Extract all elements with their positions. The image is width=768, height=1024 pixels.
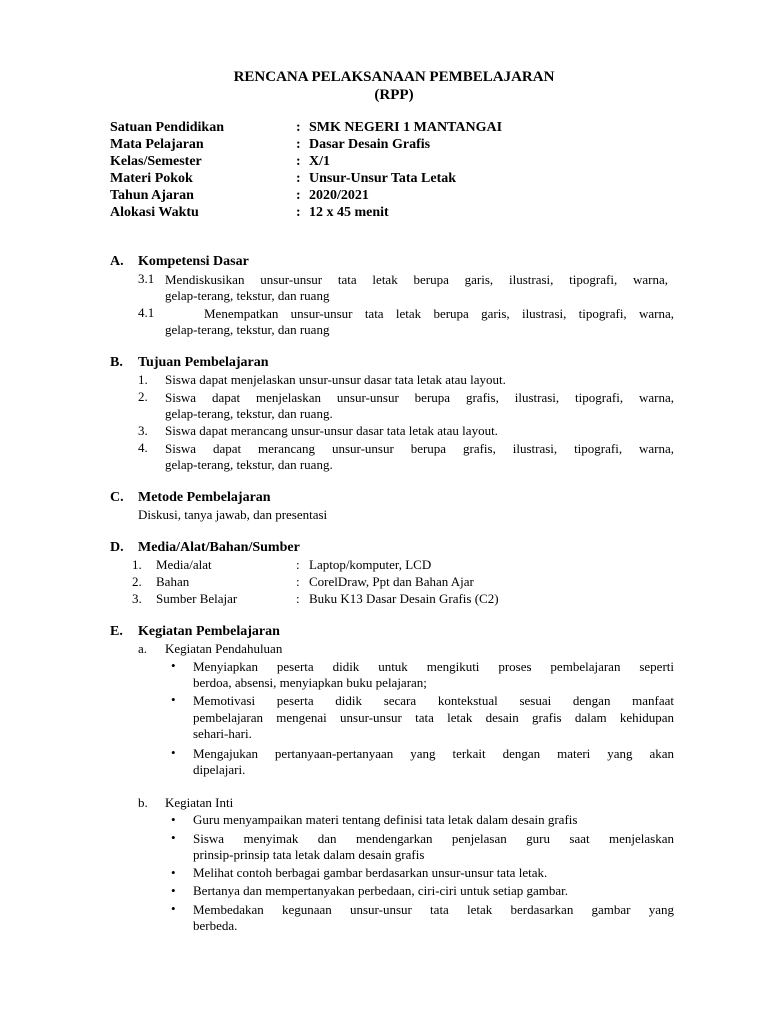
bullet-text: Guru menyampaikan materi tentang definisi tata letak dalam desain grafis (193, 812, 578, 827)
bullet-text-continued: prinsip-prinsip tata letak dalam desain grafis (193, 847, 425, 862)
bullet-text-continued: berdoa, absensi, menyiapkan buku pelajaran; (193, 675, 427, 690)
item-number: 3. (132, 591, 142, 606)
item-number: 2. (138, 389, 148, 404)
identity-value: X/1 (309, 154, 330, 169)
media-value: Buku K13 Dasar Desain Grafis (C2) (309, 591, 499, 606)
identity-value: Dasar Desain Grafis (309, 137, 431, 152)
item-text: Siswa dapat menjelaskan unsur-unsur dasar tata letak atau layout. (165, 372, 506, 387)
item-text: Siswa dapat merancang unsur-unsur dasar tata letak atau layout. (165, 423, 498, 438)
bullet-text-continued: dipelajari. (193, 762, 246, 777)
bullet-icon: • (171, 865, 176, 880)
identity-colon: : (296, 137, 301, 152)
section-title: Tujuan Pembelajaran (138, 355, 269, 370)
item-number: 4. (138, 440, 148, 455)
identity-value: SMK NEGERI 1 MANTANGAI (309, 120, 503, 135)
section-title: Metode Pembelajaran (138, 490, 271, 505)
item-number: 4.1 (138, 305, 155, 320)
section-text: Diskusi, tanya jawab, dan presentasi (138, 507, 328, 522)
section-letter: B. (110, 355, 123, 370)
bullet-icon: • (171, 745, 176, 760)
subsection-title: Kegiatan Inti (165, 795, 234, 810)
media-value: Laptop/komputer, LCD (309, 557, 432, 572)
bullet-text-continued: berbeda. (193, 918, 238, 933)
section-letter: C. (110, 490, 124, 505)
media-colon: : (296, 557, 300, 572)
subsection-marker: b. (138, 795, 148, 810)
section-letter: A. (110, 254, 124, 269)
bullet-icon: • (171, 901, 176, 916)
media-label: Sumber Belajar (156, 591, 238, 606)
media-value: CorelDraw, Ppt dan Bahan Ajar (309, 574, 474, 589)
section-title: Kompetensi Dasar (138, 254, 249, 269)
section-letter: E. (110, 624, 123, 639)
bullet-text: Melihat contoh berbagai gambar berdasarkan unsur-unsur tata letak. (193, 865, 548, 880)
identity-label: Tahun Ajaran (110, 188, 194, 203)
identity-colon: : (296, 171, 301, 186)
item-text: Mendiskusikan unsur-unsur tata letak berupa garis, ilustrasi, tipografi, warna, (165, 272, 668, 287)
bullet-icon: • (171, 658, 176, 673)
item-number: 1. (138, 372, 148, 387)
bullet-icon: • (171, 812, 176, 827)
bullet-text-continued: sehari-hari. (193, 726, 252, 741)
identity-colon: : (296, 188, 301, 203)
subsection-marker: a. (138, 641, 148, 656)
bullet-text: Memotivasi peserta didik secara kontekstual sesuai dengan manfaat (193, 693, 674, 708)
bullet-text: Siswa menyimak dan mendengarkan penjelasan guru saat menjelaskan (193, 831, 674, 846)
media-colon: : (296, 574, 300, 589)
item-text-continued: gelap-terang, tekstur, dan ruang. (165, 457, 333, 472)
identity-label: Kelas/Semester (110, 154, 202, 169)
document-subtitle: (RPP) (374, 87, 414, 103)
item-text: Siswa dapat merancang unsur-unsur berupa grafis, ilustrasi, tipografi, warna, (165, 441, 674, 456)
bullet-icon: • (171, 830, 176, 845)
item-number: 2. (132, 574, 142, 589)
section-title: Kegiatan Pembelajaran (138, 624, 280, 639)
bullet-icon: • (171, 883, 176, 898)
media-label: Bahan (156, 574, 190, 589)
identity-label: Mata Pelajaran (110, 137, 204, 152)
bullet-text: Bertanya dan mempertanyakan perbedaan, ciri-ciri untuk setiap gambar. (193, 883, 569, 898)
section-title: Media/Alat/Bahan/Sumber (138, 540, 300, 555)
identity-label: Materi Pokok (110, 171, 193, 186)
item-text: Menempatkan unsur-unsur tata letak berupa garis, ilustrasi, tipografi, warna, (204, 306, 674, 321)
identity-value: Unsur-Unsur Tata Letak (309, 171, 457, 186)
identity-label: Alokasi Waktu (110, 205, 199, 220)
identity-colon: : (296, 205, 301, 220)
bullet-text-continued: pembelajaran mengenai unsur-unsur tata letak desain grafis dalam kehidupan (193, 710, 674, 725)
item-text: Siswa dapat menjelaskan unsur-unsur berupa grafis, ilustrasi, tipografi, warna, (165, 390, 674, 405)
bullet-icon: • (171, 692, 176, 707)
bullet-text: Menyiapkan peserta didik untuk mengikuti proses pembelajaran seperti (193, 659, 674, 674)
identity-value: 2020/2021 (309, 188, 369, 203)
item-text-continued: gelap-terang, tekstur, dan ruang. (165, 406, 333, 421)
identity-colon: : (296, 154, 301, 169)
item-number: 1. (132, 557, 142, 572)
document-title: RENCANA PELAKSANAAN PEMBELAJARAN (233, 69, 555, 85)
item-number: 3.1 (138, 271, 155, 286)
item-text-continued: gelap-terang, tekstur, dan ruang (165, 322, 330, 337)
item-text-continued: gelap-terang, tekstur, dan ruang (165, 288, 330, 303)
identity-colon: : (296, 120, 301, 135)
subsection-title: Kegiatan Pendahuluan (165, 641, 283, 656)
bullet-text: Mengajukan pertanyaan-pertanyaan yang terkait dengan materi yang akan (193, 746, 674, 761)
bullet-text: Membedakan kegunaan unsur-unsur tata letak berdasarkan gambar yang (193, 902, 674, 917)
identity-label: Satuan Pendidikan (110, 120, 224, 135)
media-label: Media/alat (156, 557, 212, 572)
section-letter: D. (110, 540, 124, 555)
identity-value: 12 x 45 menit (309, 205, 389, 220)
media-colon: : (296, 591, 300, 606)
item-number: 3. (138, 423, 148, 438)
